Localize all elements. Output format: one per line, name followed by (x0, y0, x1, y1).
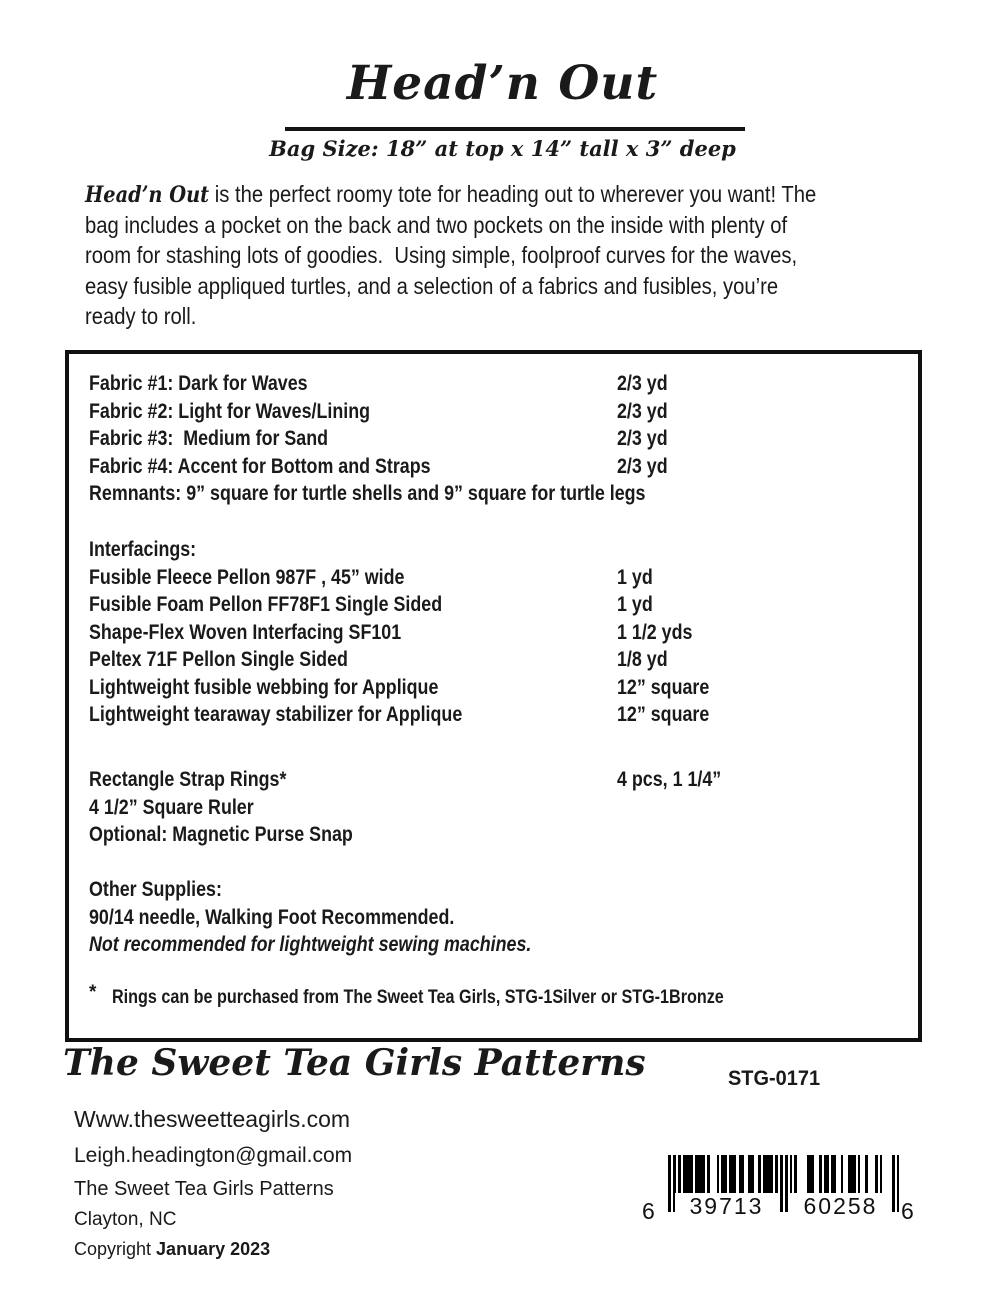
supply-label: Fabric #4: Accent for Bottom and Straps (89, 454, 431, 478)
supply-row (89, 480, 914, 508)
company-name: The Sweet Tea Girls Patterns (74, 1178, 334, 1200)
supply-value: 2/3 yd (617, 427, 668, 450)
page-title: Head’n Out (346, 56, 659, 111)
copyright-prefix: Copyright (74, 1239, 157, 1259)
supply-label: Remnants: 9” square for turtle shells and 9” square for turtle legs (89, 482, 646, 505)
supply-label: Fusible Fleece Pellon 987F , 45” wide (89, 565, 405, 589)
supply-value: 1 1/2 yds (617, 620, 693, 644)
other-supplies-line: 90/14 needle, Walking Foot Recommended. (89, 905, 455, 929)
intro-lead-title: Head’n Out (85, 182, 210, 208)
footnote (89, 982, 914, 1009)
intro-line-text: ready to roll. (85, 303, 197, 330)
intro-line (85, 240, 916, 271)
supply-row (89, 646, 914, 674)
barcode-digit-right: 6 (901, 1198, 914, 1224)
supply-value: 12” square (617, 703, 710, 726)
supply-label: 4 1/2” Square Ruler (89, 795, 254, 819)
supply-label: Fusible Foam Pellon FF78F1 Single Sided (89, 593, 443, 616)
supply-row (89, 619, 914, 647)
website-text: Www.thesweetteagirls.com (74, 1106, 351, 1132)
supply-value: 2/3 yd (617, 454, 668, 478)
supply-row (89, 536, 914, 564)
supply-row (89, 425, 914, 453)
supply-label: Interfacings: (89, 538, 197, 561)
other-supplies-note: Not recommended for lightweight sewing machines. (89, 933, 532, 956)
intro-line-text: easy fusible appliqued turtles, and a selection of a fabrics and fusibles, you’re (85, 272, 779, 299)
supply-row (89, 370, 914, 398)
email-text: Leigh.headington@gmail.com (74, 1144, 353, 1167)
supply-row (89, 398, 914, 426)
supply-label: Peltex 71F Pellon Single Sided (89, 648, 348, 671)
supply-value: 2/3 yd (617, 372, 668, 395)
supply-row (89, 701, 914, 729)
footnote-asterisk: * (89, 982, 97, 1003)
bag-size-subtitle: Bag Size: 18” at top x 14” tall x 3” deep (269, 136, 736, 161)
copyright-line (74, 1239, 270, 1260)
upc-barcode (668, 1155, 899, 1219)
intro-line (85, 210, 916, 241)
location-text: Clayton, NC (74, 1209, 177, 1230)
supply-list-box (65, 350, 922, 1042)
supply-value: 1 yd (617, 593, 653, 616)
intro-line-text: bag includes a pocket on the back and two pockets on the inside with plenty of (85, 211, 788, 238)
intro-line (85, 271, 916, 302)
supply-row (89, 674, 914, 702)
supply-row (89, 591, 914, 619)
intro-line (85, 179, 916, 210)
intro-line-text: is the perfect roomy tote for heading out to wherever you want! The (209, 181, 817, 207)
supply-value: 2/3 yd (617, 399, 668, 423)
supply-label: Rectangle Strap Rings* (89, 768, 287, 791)
fabrics-section (89, 370, 914, 508)
supply-value: 1/8 yd (617, 648, 668, 671)
other-supplies-section (89, 876, 914, 959)
intro-paragraph (85, 179, 916, 332)
pattern-number: STG-0171 (728, 1067, 821, 1090)
brand-logo-script: The Sweet Tea Girls Patterns (63, 1042, 646, 1084)
supply-label: Optional: Magnetic Purse Snap (89, 823, 353, 846)
footnote-text: Rings can be purchased from The Sweet Tea Girls, STG-1Silver or STG-1Bronze (112, 987, 725, 1008)
supply-label: Fabric #3: Medium for Sand (89, 427, 329, 450)
supply-label: Fabric #2: Light for Waves/Lining (89, 399, 371, 423)
supply-value: 1 yd (617, 565, 653, 589)
supply-row (89, 453, 914, 481)
supply-value: 4 pcs, 1 1/4” (617, 768, 722, 791)
interfacings-section (89, 536, 914, 729)
supply-row (89, 766, 914, 794)
other-supplies-header: Other Supplies: (89, 878, 222, 901)
supply-label: Shape-Flex Woven Interfacing SF101 (89, 620, 402, 644)
notions-section (89, 766, 914, 849)
supply-label: Lightweight tearaway stabilizer for Applique (89, 703, 463, 726)
title-underline (285, 127, 745, 131)
supply-label: Fabric #1: Dark for Waves (89, 372, 308, 395)
supply-value: 12” square (617, 675, 710, 699)
barcode-digits-group1: 39713 (689, 1193, 764, 1219)
supply-row (89, 821, 914, 849)
copyright-date: January 2023 (156, 1239, 271, 1259)
barcode-digit-left: 6 (642, 1198, 655, 1224)
intro-line (85, 301, 916, 332)
intro-line-text: room for stashing lots of goodies. Using simple, foolproof curves for the waves, (85, 242, 798, 269)
supply-label: Lightweight fusible webbing for Applique (89, 675, 439, 699)
supply-row (89, 564, 914, 592)
supply-row (89, 794, 914, 822)
barcode-digits-group2: 60258 (803, 1193, 878, 1219)
